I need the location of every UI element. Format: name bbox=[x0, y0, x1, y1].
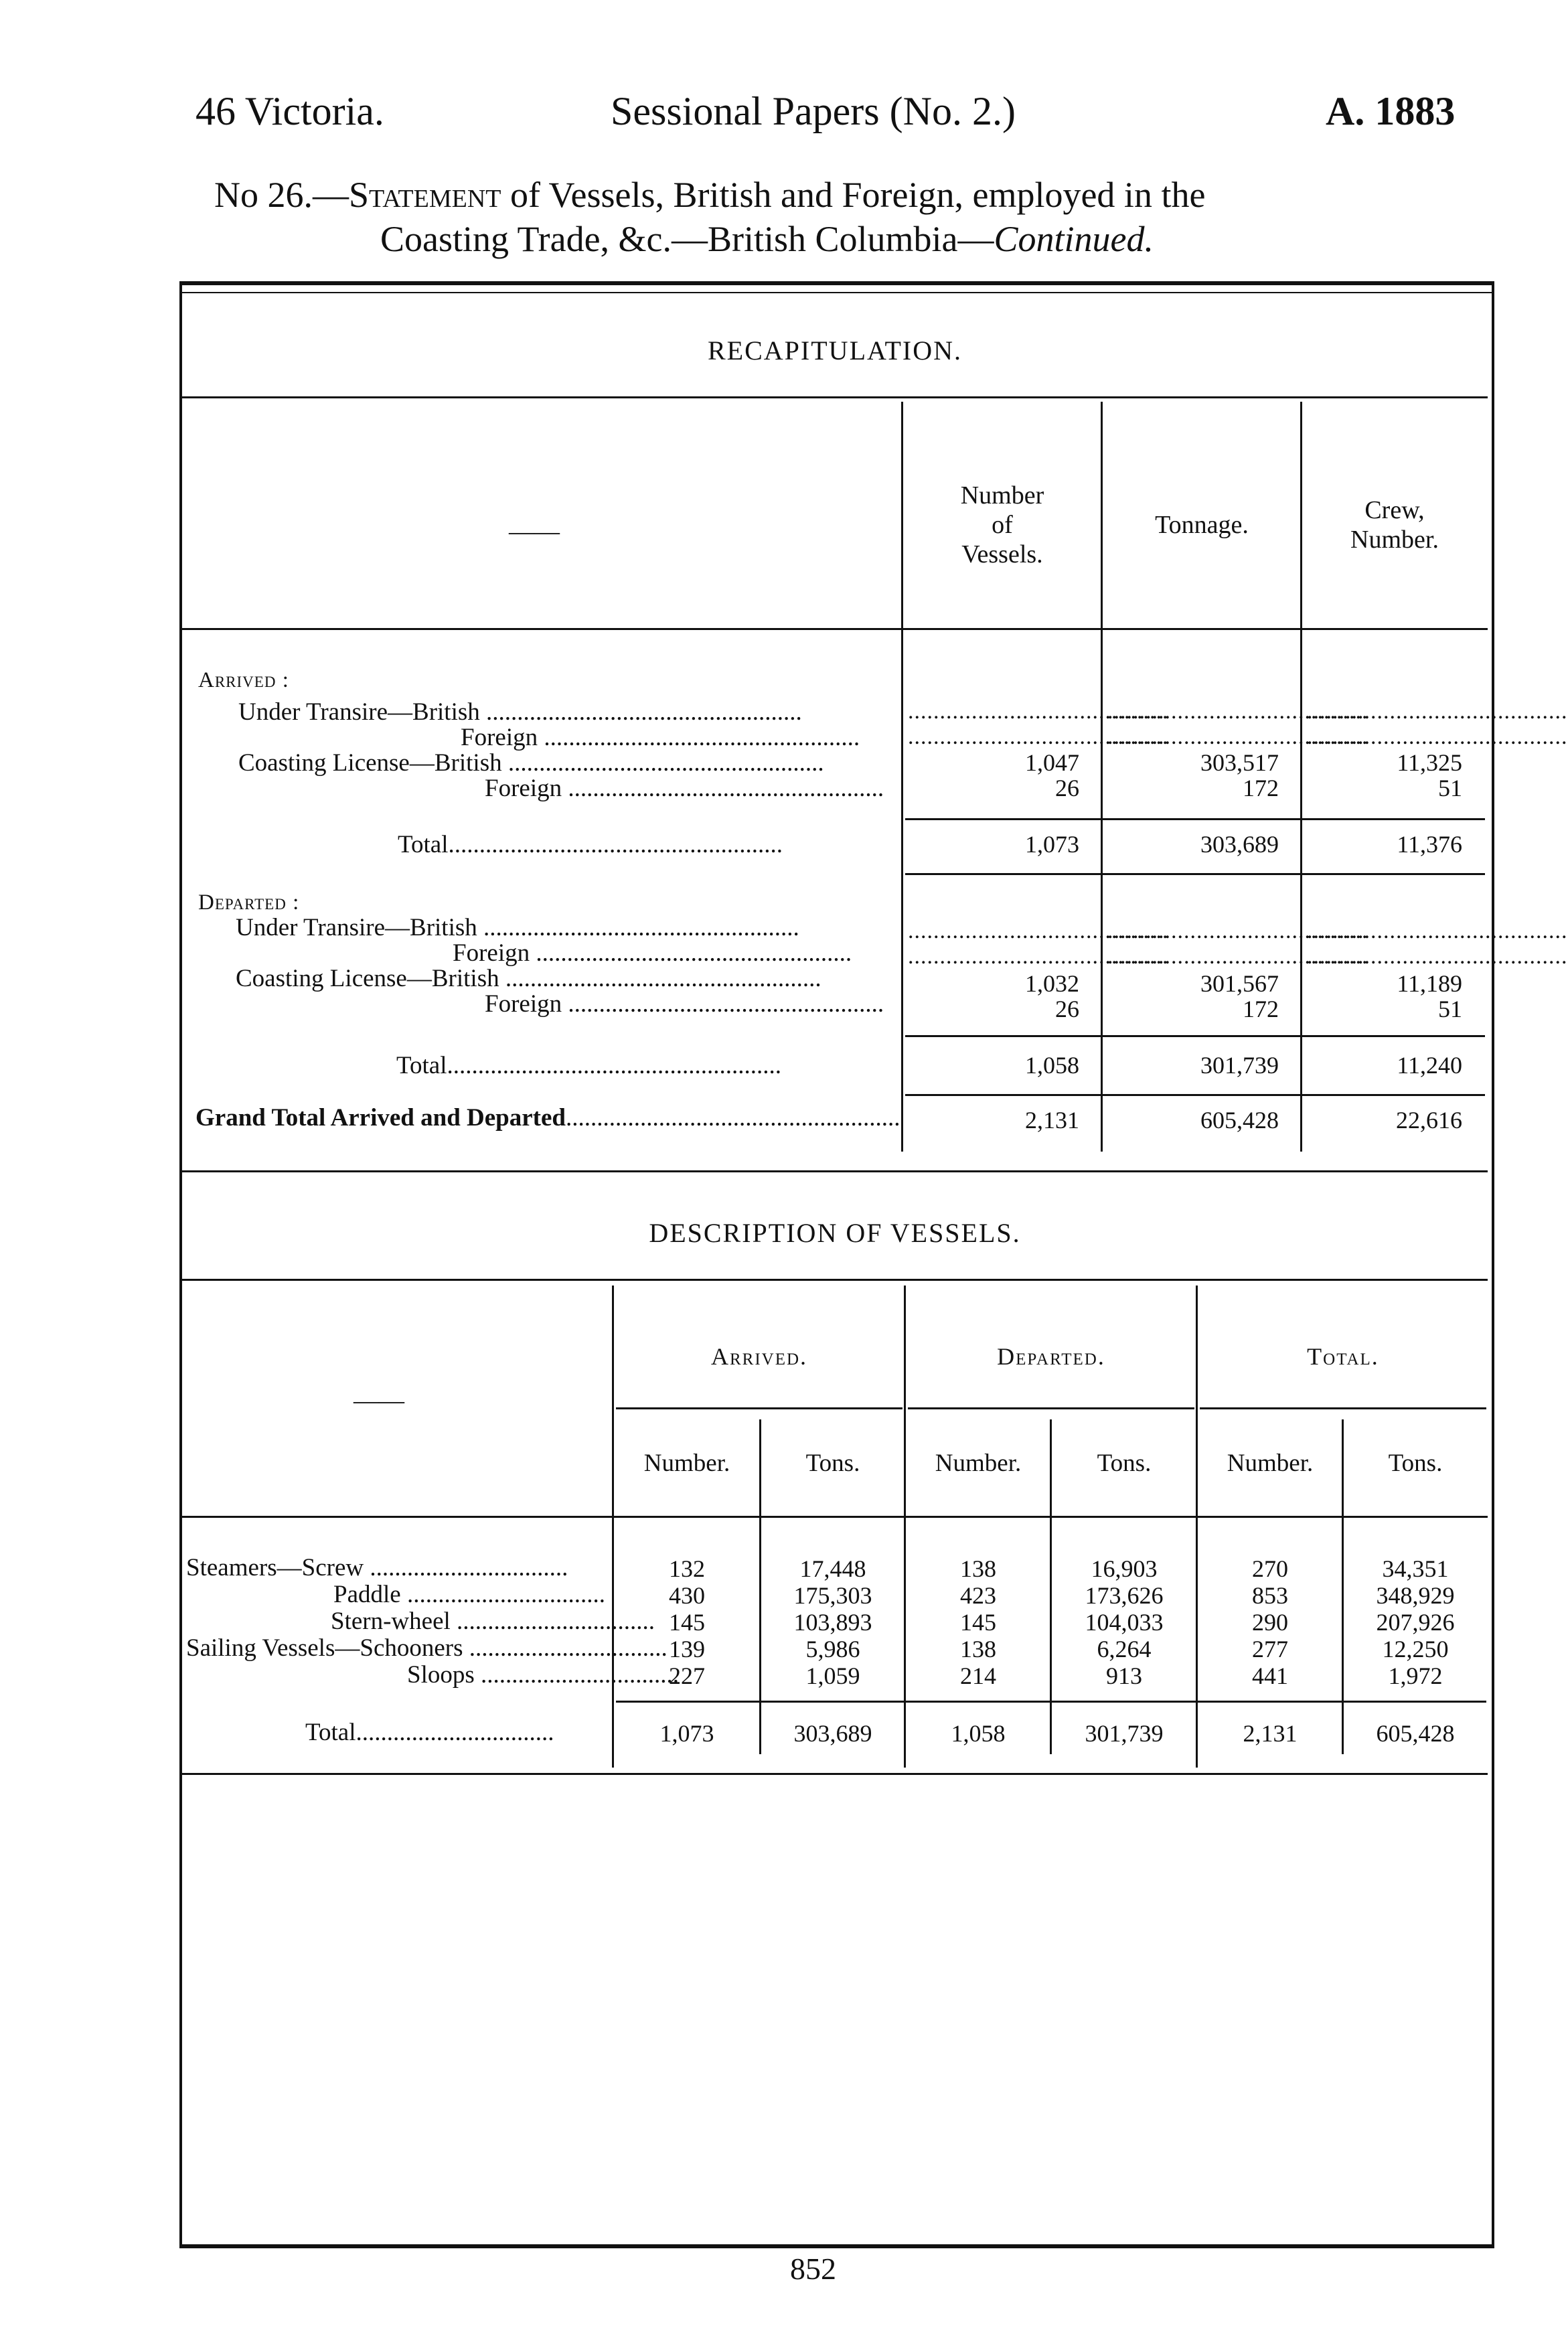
desc-paddle-arrived-number: 430 bbox=[669, 1582, 705, 1609]
recap-arrived-license-foreign-tonnage: 172 bbox=[1243, 775, 1279, 801]
recap-arrived-sum-rule bbox=[905, 818, 1485, 820]
recap-arrived-total-label: Total...................................................... bbox=[398, 831, 783, 858]
desc-sub-departed-tons: Tons. bbox=[1097, 1450, 1152, 1477]
recap-empty-cell: ......................................... bbox=[1307, 919, 1568, 943]
table-frame bbox=[179, 281, 1568, 2248]
desc-sloops-arrived-number: 227 bbox=[669, 1662, 705, 1689]
desc-sternwheel-total-number: 290 bbox=[1252, 1609, 1288, 1636]
desc-paddle-arrived-tons: 175,303 bbox=[793, 1582, 872, 1609]
desc-total-departed-number: 1,058 bbox=[951, 1720, 1006, 1747]
desc-row-screw-label: Steamers—Screw ................................ bbox=[186, 1554, 568, 1581]
recap-departed-total-rule bbox=[905, 1094, 1485, 1096]
desc-sub-total-tons: Tons. bbox=[1388, 1450, 1443, 1477]
recap-arrived-total-tonnage: 303,689 bbox=[1200, 831, 1279, 858]
desc-schooners-departed-number: 138 bbox=[960, 1636, 996, 1662]
desc-screw-arrived-number: 132 bbox=[669, 1555, 705, 1582]
row-label: Total bbox=[398, 831, 449, 858]
recap-arrived-total-vessels: 1,073 bbox=[1025, 831, 1079, 858]
desc-sub-total-number: Number. bbox=[1227, 1450, 1314, 1477]
desc-row-schooners-label: Sailing Vessels—Schooners ................................ bbox=[186, 1634, 668, 1662]
desc-total-total-tons: 605,428 bbox=[1376, 1720, 1455, 1747]
row-label: Foreign bbox=[485, 775, 562, 802]
recap-col-vessels-line3: Vessels. bbox=[961, 540, 1043, 568]
recap-empty-cell: ......................................... bbox=[908, 699, 1169, 724]
recap-departed-row-3: Coasting License—British ................................................... bbox=[236, 965, 821, 992]
recap-grand-total-tonnage: 605,428 bbox=[1200, 1107, 1279, 1134]
recap-arrived-license-british-tonnage: 303,517 bbox=[1200, 749, 1279, 776]
recap-col-vessels-line2: of bbox=[992, 511, 1013, 539]
recap-arrived-row-4: Foreign ................................................... bbox=[485, 775, 884, 802]
desc-schooners-arrived-number: 139 bbox=[669, 1636, 705, 1662]
desc-schooners-arrived-tons: 5,986 bbox=[805, 1636, 860, 1662]
desc-group-total: Total. bbox=[1307, 1343, 1379, 1370]
recap-stub-dash: —— bbox=[509, 518, 560, 546]
recap-departed-row-1: Under Transire—British ................................................... bbox=[236, 914, 799, 941]
header-left: 46 Victoria. bbox=[195, 89, 384, 133]
desc-vrule-1 bbox=[612, 1286, 614, 1768]
recap-departed-license-british-vessels: 1,032 bbox=[1025, 970, 1079, 997]
desc-paddle-total-tons: 348,929 bbox=[1376, 1582, 1455, 1609]
row-label: Coasting License—British bbox=[236, 965, 499, 992]
recap-departed-total-tonnage: 301,739 bbox=[1200, 1052, 1279, 1079]
recap-empty-cell: ......................................... bbox=[1107, 699, 1368, 724]
row-label: Stern-wheel bbox=[331, 1608, 451, 1635]
desc-sloops-departed-number: 214 bbox=[960, 1662, 996, 1689]
desc-schooners-total-tons: 12,250 bbox=[1382, 1636, 1449, 1662]
desc-vrule-6 bbox=[1342, 1419, 1344, 1754]
desc-sub-arrived-number: Number. bbox=[643, 1450, 730, 1477]
desc-paddle-departed-number: 423 bbox=[960, 1582, 996, 1609]
title-rest-line1: of Vessels, British and Foreign, employed in the bbox=[501, 175, 1206, 215]
desc-stub-dash: —— bbox=[354, 1387, 404, 1415]
document-title bbox=[214, 173, 1486, 261]
desc-sloops-departed-tons: 913 bbox=[1106, 1662, 1142, 1689]
recap-arrived-license-british-vessels: 1,047 bbox=[1025, 749, 1079, 776]
row-label: Total bbox=[305, 1719, 356, 1746]
desc-sternwheel-departed-number: 145 bbox=[960, 1609, 996, 1636]
desc-sloops-total-number: 441 bbox=[1252, 1662, 1288, 1689]
recap-arrived-heading: Arrived : bbox=[198, 668, 289, 692]
desc-vrule-3 bbox=[904, 1286, 906, 1768]
recap-arrived-license-foreign-crew: 51 bbox=[1438, 775, 1462, 801]
desc-title: DESCRIPTION OF VESSELS. bbox=[649, 1218, 1021, 1248]
row-label: Total bbox=[396, 1052, 447, 1079]
recap-col-tonnage: Tonnage. bbox=[1155, 511, 1249, 539]
desc-screw-total-number: 270 bbox=[1252, 1555, 1288, 1582]
recap-departed-row-2: Foreign ................................................... bbox=[453, 939, 852, 967]
row-label: Foreign bbox=[485, 990, 562, 1018]
recap-col-vessels-line1: Number bbox=[960, 481, 1044, 510]
desc-row-sloops-label: Sloops ................................ bbox=[407, 1661, 680, 1689]
recap-departed-license-foreign-vessels: 26 bbox=[1055, 996, 1079, 1022]
header-right: A. 1883 bbox=[1326, 89, 1456, 133]
desc-title-rule bbox=[182, 1279, 1488, 1281]
desc-schooners-departed-tons: 6,264 bbox=[1097, 1636, 1152, 1662]
header-center: Sessional Papers (No. 2.) bbox=[611, 89, 1016, 133]
recap-vrule-2 bbox=[1101, 402, 1103, 1152]
desc-row-paddle-label: Paddle ................................ bbox=[333, 1581, 605, 1608]
title-statement: Statement bbox=[349, 175, 501, 215]
desc-total-arrived-tons: 303,689 bbox=[793, 1720, 872, 1747]
desc-group-rule-departed bbox=[908, 1407, 1194, 1409]
desc-bottom-rule bbox=[182, 1773, 1488, 1775]
desc-group-arrived: Arrived. bbox=[710, 1343, 808, 1370]
recap-arrived-row-2: Foreign ................................................... bbox=[461, 724, 860, 751]
desc-sloops-arrived-tons: 1,059 bbox=[805, 1662, 860, 1689]
recap-empty-cell: ......................................... bbox=[908, 724, 1169, 749]
desc-header-rule bbox=[182, 1516, 1488, 1518]
desc-screw-departed-number: 138 bbox=[960, 1555, 996, 1582]
recap-empty-cell: ......................................... bbox=[1107, 944, 1368, 969]
recap-departed-total-crew: 11,240 bbox=[1397, 1052, 1462, 1079]
page-number: 852 bbox=[790, 2252, 836, 2286]
recap-arrived-total-crew: 11,376 bbox=[1397, 831, 1462, 858]
desc-paddle-total-number: 853 bbox=[1252, 1582, 1288, 1609]
row-label: Grand Total Arrived and Departed bbox=[195, 1104, 566, 1132]
title-number: No 26.— bbox=[214, 175, 349, 215]
recap-vrule-3 bbox=[1300, 402, 1302, 1152]
recap-col-crew-line2: Number. bbox=[1350, 526, 1439, 554]
recap-departed-license-foreign-crew: 51 bbox=[1438, 996, 1462, 1022]
recap-arrived-row-3: Coasting License—British ................................................... bbox=[238, 749, 824, 777]
row-label: Sloops bbox=[407, 1661, 475, 1689]
recap-empty-cell: ......................................... bbox=[1307, 944, 1568, 969]
recap-empty-cell: ......................................... bbox=[908, 919, 1169, 943]
recap-grand-total-crew: 22,616 bbox=[1396, 1107, 1462, 1134]
desc-total-label: Total................................ bbox=[305, 1719, 554, 1746]
recap-departed-row-4: Foreign ................................................... bbox=[485, 990, 884, 1018]
recap-col-crew-line1: Crew, bbox=[1364, 496, 1425, 524]
row-label: Coasting License—British bbox=[238, 749, 502, 777]
recap-bottom-rule bbox=[182, 1170, 1488, 1172]
desc-sum-rule bbox=[616, 1701, 1486, 1703]
desc-screw-total-tons: 34,351 bbox=[1382, 1555, 1449, 1582]
recap-departed-sum-rule bbox=[905, 1035, 1485, 1037]
desc-group-rule-arrived bbox=[616, 1407, 903, 1409]
title-continued: Continued. bbox=[994, 219, 1154, 259]
row-label: Foreign bbox=[461, 724, 538, 751]
recap-title: RECAPITULATION. bbox=[708, 335, 962, 366]
desc-total-departed-tons: 301,739 bbox=[1085, 1720, 1164, 1747]
desc-vrule-2 bbox=[759, 1419, 761, 1754]
desc-sternwheel-arrived-tons: 103,893 bbox=[793, 1609, 872, 1636]
desc-sub-departed-number: Number. bbox=[935, 1450, 1022, 1477]
recap-arrived-license-british-crew: 11,325 bbox=[1397, 749, 1462, 776]
recap-arrived-row-1: Under Transire—British ................................................... bbox=[238, 698, 802, 726]
row-label: Paddle bbox=[333, 1581, 401, 1608]
desc-screw-arrived-tons: 17,448 bbox=[799, 1555, 866, 1582]
desc-vrule-5 bbox=[1196, 1286, 1198, 1768]
recap-empty-cell: ......................................... bbox=[1107, 724, 1368, 749]
recap-departed-license-british-tonnage: 301,567 bbox=[1200, 970, 1279, 997]
desc-sternwheel-arrived-number: 145 bbox=[669, 1609, 705, 1636]
recap-arrived-total-rule bbox=[905, 873, 1485, 875]
recap-col-vessels bbox=[905, 481, 1099, 569]
desc-paddle-departed-tons: 173,626 bbox=[1085, 1582, 1164, 1609]
frame-inner-rule bbox=[179, 292, 1492, 293]
recap-col-crew bbox=[1304, 495, 1485, 554]
recap-empty-cell: ......................................... bbox=[1307, 699, 1568, 724]
recap-grand-total-vessels: 2,131 bbox=[1025, 1107, 1079, 1134]
recap-departed-license-british-crew: 11,189 bbox=[1397, 970, 1462, 997]
recap-empty-cell: ......................................... bbox=[908, 944, 1169, 969]
row-label: Foreign bbox=[453, 939, 530, 967]
recap-arrived-license-foreign-vessels: 26 bbox=[1055, 775, 1079, 801]
recap-departed-total-label: Total...................................................... bbox=[396, 1052, 781, 1079]
row-label: Under Transire—British bbox=[236, 914, 477, 941]
desc-vrule-4 bbox=[1050, 1419, 1052, 1754]
desc-total-total-number: 2,131 bbox=[1243, 1720, 1298, 1747]
title-line2: Coasting Trade, &c.—British Columbia— bbox=[380, 219, 994, 259]
row-label: Steamers—Screw bbox=[186, 1554, 364, 1581]
row-label: Sailing Vessels—Schooners bbox=[186, 1634, 463, 1662]
recap-departed-heading: Departed : bbox=[198, 890, 300, 915]
desc-sloops-total-tons: 1,972 bbox=[1388, 1662, 1443, 1689]
recap-departed-license-foreign-tonnage: 172 bbox=[1243, 996, 1279, 1022]
recap-departed-total-vessels: 1,058 bbox=[1025, 1052, 1079, 1079]
desc-sub-arrived-tons: Tons. bbox=[805, 1450, 860, 1477]
desc-total-arrived-number: 1,073 bbox=[659, 1720, 714, 1747]
desc-row-sternwheel-label: Stern-wheel ................................ bbox=[331, 1608, 655, 1635]
row-label: Under Transire—British bbox=[238, 698, 480, 726]
desc-sternwheel-departed-tons: 104,033 bbox=[1085, 1609, 1164, 1636]
desc-group-rule-total bbox=[1200, 1407, 1486, 1409]
recap-vrule-1 bbox=[901, 402, 903, 1152]
desc-sternwheel-total-tons: 207,926 bbox=[1376, 1609, 1455, 1636]
recap-empty-cell: ......................................... bbox=[1107, 919, 1368, 943]
desc-screw-departed-tons: 16,903 bbox=[1091, 1555, 1158, 1582]
desc-group-departed: Departed. bbox=[997, 1343, 1105, 1370]
desc-schooners-total-number: 277 bbox=[1252, 1636, 1288, 1662]
recap-header-rule bbox=[182, 628, 1488, 630]
recap-title-rule bbox=[182, 396, 1488, 398]
recap-grand-total-label: Grand Total Arrived and Departed...................................................... bbox=[195, 1104, 900, 1132]
recap-empty-cell: ......................................... bbox=[1307, 724, 1568, 749]
